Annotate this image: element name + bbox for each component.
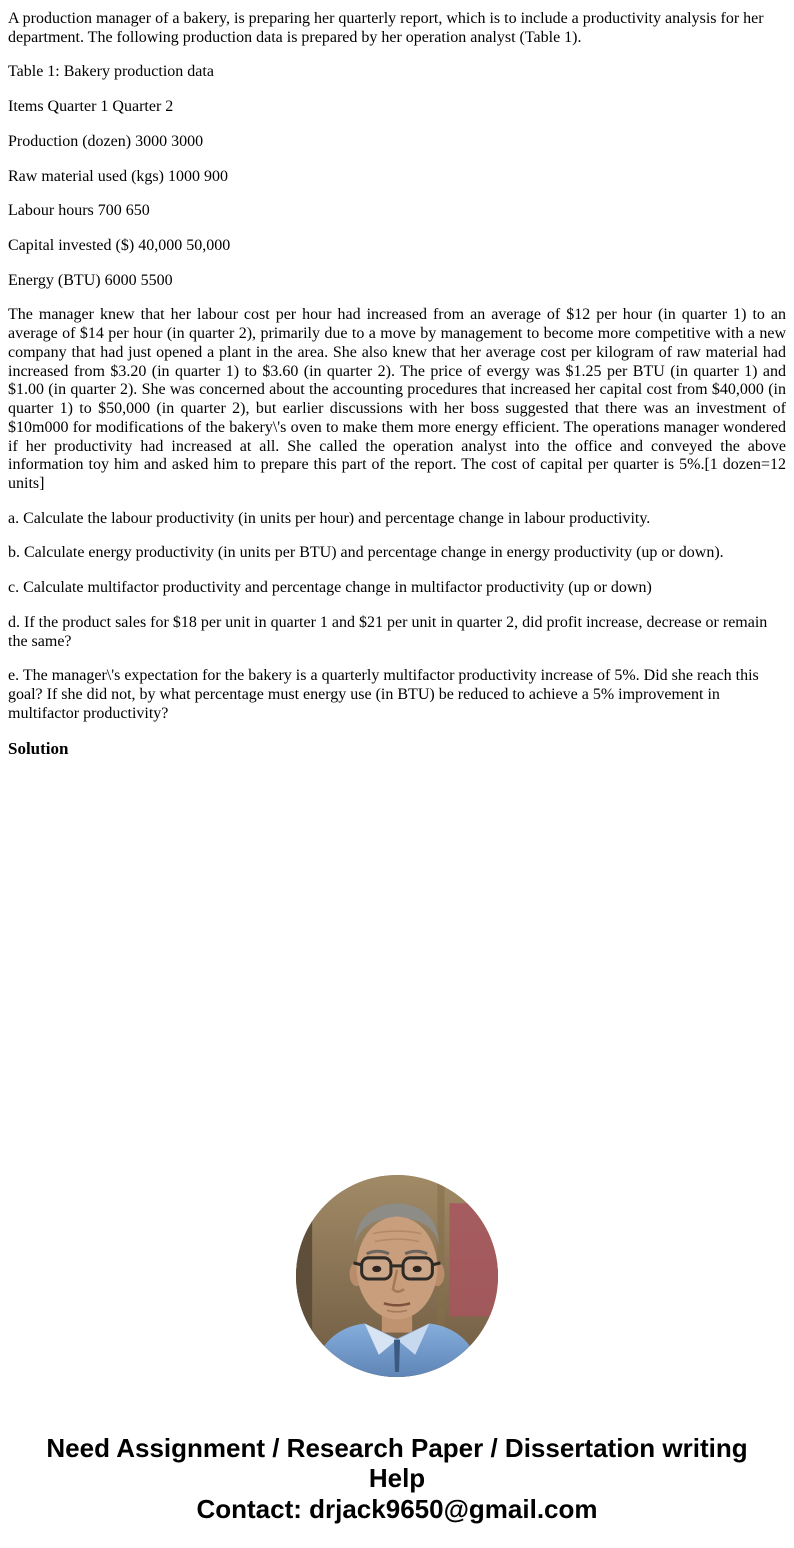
body-paragraph: The manager knew that her labour cost per hour had increased from an average of $12 per hour (in quarter 1) to an average of $14 per hour (in quarter 2), primarily due to a move by management to become more competitive with a new company that had just opened a plant in the area. She also knew that her average cost per kilogram of raw material had increased from $3.20 (in quarter 1) to $3.60 (in quarter 2). The price of evergy was $1.25 per BTU (in quarter 1) and $1.00 (in quarter 2). She was concerned about the accounting procedures that increased her capital cost from $40,000 (in quarter 1) to $50,000 (in quarter 2), but earlier discussions with her boss suggested that there was an investment of $10m000 for modifications of the bakery\'s oven to make them more energy efficient. The operations manager wondered if her productivity had increased at all. She called the operation analyst into the office and conveyed the above information toy him and asked him to prepare this part of the report. The cost of capital per quarter is 5%.[1 dozen=12 units] xyxy=(8,306,786,492)
tutor-photo xyxy=(296,1175,498,1377)
question-b: b. Calculate energy productivity (in units per BTU) and percentage change in energy productivity (up or down). xyxy=(8,544,724,562)
question-c: c. Calculate multifactor productivity and percentage change in multifactor productivity (up or down) xyxy=(8,579,652,597)
intro-paragraph: A production manager of a bakery, is preparing her quarterly report, which is to include a productivity analysis for her department. The following production data is prepared by her operation analyst (Table 1). xyxy=(8,10,764,46)
blank-space xyxy=(8,775,786,1175)
table-line-capital: Capital invested ($) 40,000 50,000 xyxy=(8,237,231,255)
question-a: a. Calculate the labour productivity (in units per hour) and percentage change in labour productivity. xyxy=(8,509,651,527)
table-line-raw-material: Raw material used (kgs) 1000 900 xyxy=(8,167,228,185)
footer-heading: Need Assignment / Research Paper / Dissertation writing Help xyxy=(46,1433,748,1494)
footer-promo xyxy=(8,1433,786,1523)
table-line-energy: Energy (BTU) 6000 5500 xyxy=(8,271,173,289)
question-d: d. If the product sales for $18 per unit in quarter 1 and $21 per unit in quarter 2, did profit increase, decrease or remain the same? xyxy=(8,613,768,650)
person-avatar-illustration xyxy=(296,1175,498,1377)
solution-heading: Solution xyxy=(8,739,69,759)
table-title: Table 1: Bakery production data xyxy=(8,63,214,81)
table-line-labour-hours: Labour hours 700 650 xyxy=(8,202,150,220)
question-e: e. The manager\'s expectation for the bakery is a quarterly multifactor productivity increase of 5%. Did she reach this goal? If she did not, by what percentage must energy use (in BTU) be reduced to achieve a 5% improvement in multifactor productivity? xyxy=(8,667,759,722)
table-line-production: Production (dozen) 3000 3000 xyxy=(8,132,204,150)
footer-contact-email: Contact: drjack9650@gmail.com xyxy=(196,1493,598,1524)
table-line-items: Items Quarter 1 Quarter 2 xyxy=(8,98,174,116)
